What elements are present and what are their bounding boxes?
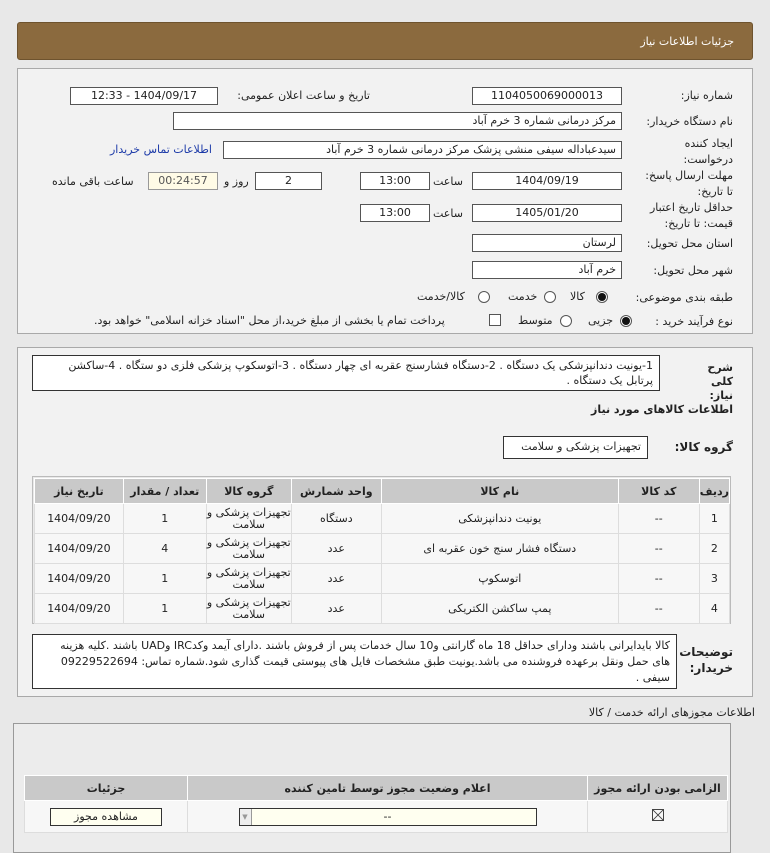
view-license-button[interactable]: مشاهده مجوز xyxy=(50,808,162,826)
cell-row-number: 2 xyxy=(699,534,729,564)
cell-row-number: 1 xyxy=(699,504,729,534)
process-radio-minor[interactable] xyxy=(620,315,632,327)
col-code: کد کالا xyxy=(618,479,699,504)
category-service-label: خدمت xyxy=(508,290,538,303)
days-label: روز و xyxy=(224,175,249,188)
province-field[interactable]: لرستان xyxy=(472,234,622,252)
col-unit: واحد شمارش xyxy=(291,479,381,504)
city-label: شهر محل تحویل: xyxy=(653,264,733,277)
treasury-payment-checkbox[interactable] xyxy=(489,314,501,326)
announce-field[interactable]: 1404/09/17 - 12:33 xyxy=(70,87,218,105)
goods-section-title: اطلاعات کالاهای مورد نیاز xyxy=(591,403,733,416)
need-number-field[interactable]: 1104050069000013 xyxy=(472,87,622,105)
cell-need-date: 1404/09/20 xyxy=(35,564,124,594)
process-medium-label: متوسط xyxy=(518,314,553,327)
buyer-label: نام دستگاه خریدار: xyxy=(646,115,733,128)
goods-group-label: گروه کالا: xyxy=(674,440,733,454)
col-license-required: الزامی بودن ارائه مجوز xyxy=(588,776,728,801)
buyer-field[interactable]: مرکز درمانی شماره 3 خرم آباد xyxy=(173,112,622,130)
announce-label: تاریخ و ساعت اعلان عمومی: xyxy=(237,89,370,102)
cell-unit: عدد xyxy=(291,534,381,564)
validity-label-2: قیمت: تا تاریخ: xyxy=(664,217,733,230)
deadline-time-label: ساعت xyxy=(433,175,463,188)
table-row xyxy=(35,534,730,564)
remaining-label: ساعت باقی مانده xyxy=(52,175,134,188)
deadline-date-field[interactable]: 1404/09/19 xyxy=(472,172,622,190)
buyer-contact-link[interactable]: اطلاعات تماس خریدار xyxy=(110,143,212,156)
cell-goods-group: تجهیزات پزشکی و سلامت xyxy=(206,594,291,624)
cell-goods-code: -- xyxy=(618,504,699,534)
process-label: نوع فرآیند خرید : xyxy=(655,315,733,328)
cell-row-number: 3 xyxy=(699,564,729,594)
cell-quantity: 1 xyxy=(123,564,206,594)
creator-label: ایجاد کننده xyxy=(684,137,733,150)
col-row: ردیف xyxy=(699,479,729,504)
cell-unit: عدد xyxy=(291,594,381,624)
cell-unit: عدد xyxy=(291,564,381,594)
process-radio-medium[interactable] xyxy=(560,315,572,327)
city-field[interactable]: خرم آباد xyxy=(472,261,622,279)
buyer-notes-label: توضیحات خریدار: xyxy=(679,645,733,675)
days-field[interactable]: 2 xyxy=(255,172,322,190)
table-row xyxy=(35,564,730,594)
cell-goods-group: تجهیزات پزشکی و سلامت xyxy=(206,564,291,594)
category-goods-label: کالا xyxy=(570,290,585,303)
deadline-time-field[interactable]: 13:00 xyxy=(360,172,430,190)
category-goods-service-label: کالا/خدمت xyxy=(417,290,465,303)
cell-quantity: 1 xyxy=(123,504,206,534)
goods-group-value: تجهیزات پزشکی و سلامت xyxy=(503,436,648,459)
license-status-select[interactable] xyxy=(239,808,537,826)
treasury-payment-note: پرداخت تمام یا بخشی از مبلغ خرید،از محل "اسناد خزانه اسلامی" خواهد بود. xyxy=(94,314,445,327)
col-license-details: جزئیات xyxy=(25,776,188,801)
license-table xyxy=(24,775,728,833)
table-row xyxy=(35,504,730,534)
cell-quantity: 4 xyxy=(123,534,206,564)
license-status-value: -- xyxy=(383,809,392,823)
cell-goods-name: پمپ ساکشن الکتریکی xyxy=(381,594,618,624)
creator-field[interactable]: سیدعباداله سیفی منشی پزشک مرکز درمانی شماره 3 خرم آباد xyxy=(223,141,622,159)
need-number-label: شماره نیاز: xyxy=(680,89,733,102)
col-qty: تعداد / مقدار xyxy=(123,479,206,504)
creator-label-2: درخواست: xyxy=(683,153,733,166)
category-radio-service[interactable] xyxy=(544,291,556,303)
description-text: 1-یونیت دندانپزشکی یک دستگاه . 2-دستگاه فشارسنج عقربه ای چهار دستگاه . 3-اتوسکوپ پزشکی فلزی دو ستگاه . 4-ساکشن پرتابل یک دستگاه . xyxy=(32,355,660,391)
cell-goods-name: اتوسکوپ xyxy=(381,564,618,594)
description-label: شرح کلی نیاز: xyxy=(707,361,733,402)
col-date: تاریخ نیاز xyxy=(35,479,124,504)
table-row xyxy=(35,594,730,624)
cell-row-number: 4 xyxy=(699,594,729,624)
cell-goods-code: -- xyxy=(618,534,699,564)
validity-time-field[interactable]: 13:00 xyxy=(360,204,430,222)
process-minor-label: جزیی xyxy=(588,314,614,327)
cell-need-date: 1404/09/20 xyxy=(35,594,124,624)
cell-goods-code: -- xyxy=(618,564,699,594)
license-section-title: اطلاعات مجوزهای ارائه خدمت / کالا xyxy=(588,706,755,719)
cell-goods-name: یونیت دندانپزشکی xyxy=(381,504,618,534)
cell-goods-group: تجهیزات پزشکی و سلامت xyxy=(206,504,291,534)
goods-table xyxy=(34,478,730,624)
remaining-time-field: 00:24:57 xyxy=(148,172,218,190)
cell-goods-group: تجهیزات پزشکی و سلامت xyxy=(206,534,291,564)
cell-need-date: 1404/09/20 xyxy=(35,534,124,564)
page-title: جزئیات اطلاعات نیاز xyxy=(640,35,734,48)
deadline-label-2: تا تاریخ: xyxy=(697,185,733,198)
province-label: استان محل تحویل: xyxy=(646,237,733,250)
category-radio-goods-service[interactable] xyxy=(478,291,490,303)
buyer-notes-text: کالا بایدایرانی باشند ودارای حداقل 18 ماه گارانتی و10 سال خدمات پس از فروش باشند .دارای آیمد وکدIRC وUAD باشند .کلیه هزینه های حمل ونقل برعهده فروشنده می باشد.یونیت طبق مشخصات فایل های پیوستی قیمت گذاری شود.شماره تماس: 09229522694 سیفی . xyxy=(32,634,677,689)
col-group: گروه کالا xyxy=(206,479,291,504)
page-header xyxy=(17,22,753,60)
cell-goods-code: -- xyxy=(618,594,699,624)
cell-goods-name: دستگاه فشار سنج خون عقربه ای xyxy=(381,534,618,564)
dropdown-arrow-icon[interactable]: ▼ xyxy=(240,809,252,825)
col-license-status: اعلام وضعیت مجوز توسط تامین کننده xyxy=(188,776,588,801)
deadline-label: مهلت ارسال پاسخ: xyxy=(645,169,733,182)
validity-label: حداقل تاریخ اعتبار xyxy=(649,201,733,214)
col-name: نام کالا xyxy=(381,479,618,504)
cell-quantity: 1 xyxy=(123,594,206,624)
license-required-checkbox xyxy=(652,809,664,821)
category-radio-goods[interactable] xyxy=(596,291,608,303)
cell-unit: دستگاه xyxy=(291,504,381,534)
validity-date-field[interactable]: 1405/01/20 xyxy=(472,204,622,222)
cell-need-date: 1404/09/20 xyxy=(35,504,124,534)
category-label: طبقه بندی موضوعی: xyxy=(635,291,733,304)
validity-time-label: ساعت xyxy=(433,207,463,220)
